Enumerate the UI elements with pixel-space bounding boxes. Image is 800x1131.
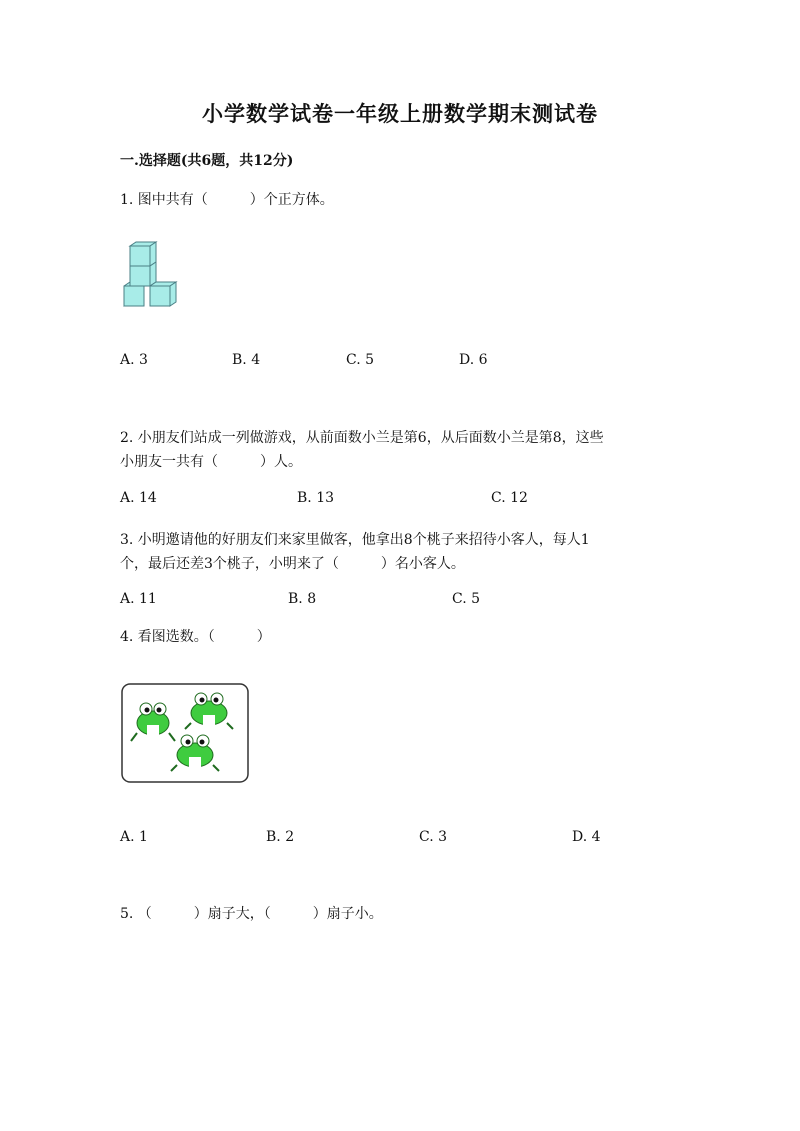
q1-option-a: A. 3 [120, 352, 148, 368]
frogs-figure [121, 683, 249, 783]
q1-option-d: D. 6 [459, 352, 488, 368]
question-4-text: 4. 看图选数。（ ） [120, 629, 271, 645]
section-heading: 一.选择题(共6题，共12分) [120, 153, 294, 169]
q2-option-a: A. 14 [120, 490, 157, 506]
q3-option-b: B. 8 [288, 591, 317, 607]
cube-stack-figure [118, 240, 178, 312]
q2-option-c: C. 12 [491, 490, 528, 506]
question-1-text: 1. 图中共有（ ）个正方体。 [120, 192, 334, 208]
q3-option-c: C. 5 [452, 591, 481, 607]
q2-option-b: B. 13 [297, 490, 335, 506]
q3-option-a: A. 11 [120, 591, 157, 607]
question-3-line1: 3. 小明邀请他的好朋友们来家里做客，他拿出8个桃子来招待小客人，每人1 [120, 532, 590, 548]
q1-option-c: C. 5 [346, 352, 375, 368]
page-title: 小学数学试卷一年级上册数学期末测试卷 [202, 101, 598, 126]
q4-option-a: A. 1 [120, 829, 148, 845]
q4-option-c: C. 3 [419, 829, 448, 845]
question-2-line1: 2. 小朋友们站成一列做游戏，从前面数小兰是第6，从后面数小兰是第8，这些 [120, 430, 604, 446]
q4-option-b: B. 2 [266, 829, 295, 845]
q4-option-d: D. 4 [572, 829, 601, 845]
question-5-text: 5. （ ）扇子大，（ ）扇子小。 [120, 906, 383, 922]
question-3-line2: 个，最后还差3个桃子，小明来了（ ）名小客人。 [120, 556, 465, 572]
question-2-line2: 小朋友一共有（ ）人。 [120, 454, 302, 470]
q1-option-b: B. 4 [232, 352, 261, 368]
